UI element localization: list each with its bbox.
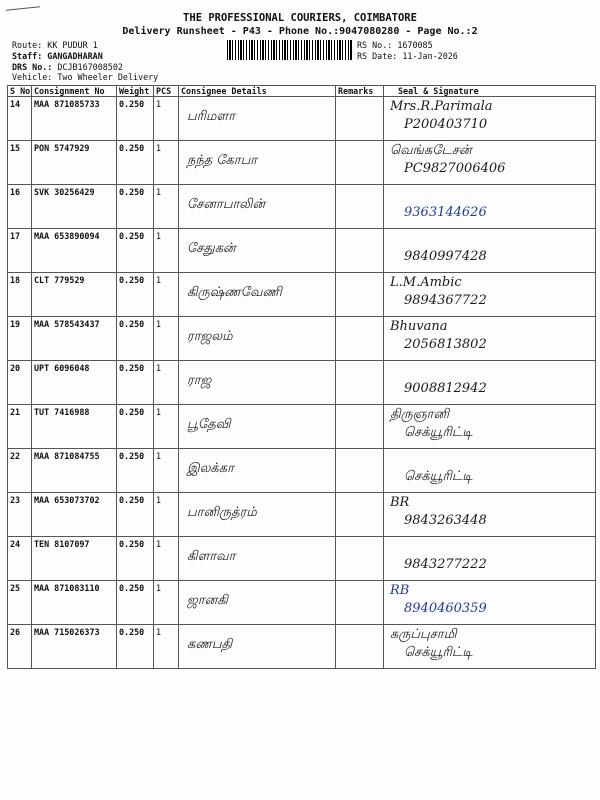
signature-area — [386, 142, 593, 184]
signature-number: P200403710 — [404, 117, 488, 132]
table-row — [8, 229, 596, 273]
signature-text: BR — [390, 495, 410, 510]
signature-text: வெங்கடேசன் — [390, 143, 472, 158]
sno-cell: 18 — [8, 273, 32, 317]
consignee-cell — [179, 449, 336, 493]
sno-cell: 20 — [8, 361, 32, 405]
consignee-cell — [179, 273, 336, 317]
signature-area — [386, 582, 593, 624]
signature-cell — [384, 141, 596, 185]
consignee-name: நந்த கோபா — [187, 153, 258, 168]
signature-number: 9840997428 — [404, 249, 487, 264]
col-signature: Seal & Signature — [384, 86, 596, 97]
col-sno: S No — [8, 86, 32, 97]
consignee-cell — [179, 581, 336, 625]
sno-cell: 26 — [8, 625, 32, 669]
weight-cell: 0.250 — [117, 185, 154, 229]
weight-cell: 0.250 — [117, 97, 154, 141]
remarks-cell — [336, 581, 384, 625]
runsheet-header — [0, 12, 600, 38]
signature-area — [386, 98, 593, 140]
pcs-cell: 1 — [154, 537, 179, 581]
consignee-name: கணபதி — [187, 637, 233, 652]
table-row — [8, 97, 596, 141]
consignee-cell — [179, 537, 336, 581]
table-row — [8, 449, 596, 493]
signature-cell — [384, 581, 596, 625]
signature-number: 9843263448 — [404, 513, 487, 528]
meta-right — [357, 40, 458, 62]
stray-pen-mark — [6, 6, 40, 11]
signature-number: 2056813802 — [404, 337, 487, 352]
signature-cell — [384, 405, 596, 449]
signature-cell — [384, 493, 596, 537]
consignment-no-cell: MAA 715026373 — [32, 625, 117, 669]
consignee-cell — [179, 317, 336, 361]
signature-cell — [384, 449, 596, 493]
consignee-name: பூதேவி — [187, 417, 231, 432]
table-header-row — [8, 86, 596, 97]
weight-cell: 0.250 — [117, 581, 154, 625]
consignee-cell — [179, 229, 336, 273]
consignment-no-cell: MAA 653890094 — [32, 229, 117, 273]
consignee-cell — [179, 141, 336, 185]
remarks-cell — [336, 273, 384, 317]
table-row — [8, 185, 596, 229]
signature-cell — [384, 625, 596, 669]
table-row — [8, 493, 596, 537]
weight-cell: 0.250 — [117, 537, 154, 581]
sno-cell: 19 — [8, 317, 32, 361]
pcs-cell: 1 — [154, 185, 179, 229]
runsheet-subtitle: Delivery Runsheet - P43 - Phone No.:9047080280 - Page No.:2 — [122, 26, 478, 37]
sno-cell: 15 — [8, 141, 32, 185]
consignee-cell — [179, 493, 336, 537]
col-consignment: Consignment No — [32, 86, 117, 97]
signature-area — [386, 274, 593, 316]
signature-text: கருப்புசாமி — [390, 627, 457, 642]
consignee-name: கிளாவா — [187, 549, 236, 564]
consignment-no-cell: MAA 871083110 — [32, 581, 117, 625]
consignee-name: சேதுகன் — [187, 241, 236, 256]
pcs-cell: 1 — [154, 361, 179, 405]
consignee-name: ராஜ — [187, 373, 212, 388]
table-row — [8, 581, 596, 625]
consignment-no-cell: TEN 8107097 — [32, 537, 117, 581]
table-row — [8, 537, 596, 581]
signature-cell — [384, 537, 596, 581]
remarks-cell — [336, 361, 384, 405]
consignee-name: சேனாபாலின் — [187, 197, 266, 212]
sno-cell: 21 — [8, 405, 32, 449]
remarks-cell — [336, 493, 384, 537]
pcs-cell: 1 — [154, 493, 179, 537]
weight-cell: 0.250 — [117, 493, 154, 537]
signature-area — [386, 318, 593, 360]
pcs-cell: 1 — [154, 405, 179, 449]
consignee-name: கிருஷ்ணவேணி — [187, 285, 282, 300]
consignee-cell — [179, 361, 336, 405]
signature-area — [386, 406, 593, 448]
pcs-cell: 1 — [154, 229, 179, 273]
signature-area — [386, 186, 593, 228]
consignment-no-cell: PON 5747929 — [32, 141, 117, 185]
meta-left — [12, 40, 158, 83]
signature-number: 9894367722 — [404, 293, 487, 308]
pcs-cell: 1 — [154, 625, 179, 669]
table-body — [8, 97, 596, 669]
consignee-name: பரிமளா — [187, 109, 236, 124]
signature-number: செக்யூரிட்டி — [404, 425, 473, 440]
rs-number: RS No.: 1670085 — [357, 40, 433, 50]
signature-cell — [384, 185, 596, 229]
table-row — [8, 405, 596, 449]
remarks-cell — [336, 317, 384, 361]
signature-area — [386, 450, 593, 492]
sno-cell: 16 — [8, 185, 32, 229]
col-remarks: Remarks — [336, 86, 384, 97]
consignee-cell — [179, 97, 336, 141]
signature-text: Bhuvana — [390, 319, 448, 334]
signature-area — [386, 494, 593, 536]
weight-cell: 0.250 — [117, 405, 154, 449]
consignee-cell — [179, 405, 336, 449]
weight-cell: 0.250 — [117, 141, 154, 185]
weight-cell: 0.250 — [117, 317, 154, 361]
consignee-name: பானிருத்ரம் — [187, 505, 257, 520]
signature-number: செக்யூரிட்டி — [404, 469, 473, 484]
weight-cell: 0.250 — [117, 229, 154, 273]
sno-cell: 22 — [8, 449, 32, 493]
signature-number: PC9827006406 — [404, 161, 506, 176]
consignment-no-cell: MAA 653073702 — [32, 493, 117, 537]
pcs-cell: 1 — [154, 317, 179, 361]
company-title: THE PROFESSIONAL COURIERS, COIMBATORE — [183, 12, 417, 24]
signature-cell — [384, 317, 596, 361]
col-pcs: PCS — [154, 86, 179, 97]
remarks-cell — [336, 537, 384, 581]
signature-area — [386, 538, 593, 580]
consignment-no-cell: SVK 30256429 — [32, 185, 117, 229]
remarks-cell — [336, 449, 384, 493]
route-label: Route: KK PUDUR 1 — [12, 40, 98, 50]
vehicle-label: Vehicle: Two Wheeler Delivery — [12, 72, 159, 83]
pcs-cell: 1 — [154, 449, 179, 493]
sno-cell: 24 — [8, 537, 32, 581]
consignment-no-cell: MAA 578543437 — [32, 317, 117, 361]
signature-area — [386, 230, 593, 272]
table-row — [8, 625, 596, 669]
signature-text: Mrs.R.Parimala — [390, 99, 493, 114]
signature-cell — [384, 361, 596, 405]
consignee-name: இலக்கா — [187, 461, 234, 476]
col-consignee: Consignee Details — [179, 86, 336, 97]
col-weight: Weight — [117, 86, 154, 97]
table-row — [8, 361, 596, 405]
signature-number: 9363144626 — [404, 205, 487, 220]
signature-number: 9008812942 — [404, 381, 487, 396]
signature-number: 8940460359 — [404, 601, 487, 616]
signature-number: செக்யூரிட்டி — [404, 645, 473, 660]
signature-text: திருஞானி — [390, 407, 450, 422]
signature-cell — [384, 229, 596, 273]
weight-cell: 0.250 — [117, 449, 154, 493]
consignment-no-cell: MAA 871084755 — [32, 449, 117, 493]
sno-cell: 17 — [8, 229, 32, 273]
runsheet-table — [7, 85, 596, 669]
sno-cell: 23 — [8, 493, 32, 537]
pcs-cell: 1 — [154, 97, 179, 141]
weight-cell: 0.250 — [117, 273, 154, 317]
remarks-cell — [336, 141, 384, 185]
pcs-cell: 1 — [154, 273, 179, 317]
table-row — [8, 273, 596, 317]
remarks-cell — [336, 97, 384, 141]
consignee-name: ராஜலம் — [187, 329, 233, 344]
pcs-cell: 1 — [154, 141, 179, 185]
consignment-no-cell: MAA 871085733 — [32, 97, 117, 141]
table-row — [8, 317, 596, 361]
signature-area — [386, 626, 593, 668]
remarks-cell — [336, 229, 384, 273]
remarks-cell — [336, 185, 384, 229]
consignment-no-cell: UPT 6096048 — [32, 361, 117, 405]
signature-area — [386, 362, 593, 404]
weight-cell: 0.250 — [117, 361, 154, 405]
barcode — [227, 40, 353, 60]
consignment-no-cell: CLT 779529 — [32, 273, 117, 317]
table-row — [8, 141, 596, 185]
sno-cell: 25 — [8, 581, 32, 625]
sno-cell: 14 — [8, 97, 32, 141]
weight-cell: 0.250 — [117, 625, 154, 669]
signature-text: RB — [390, 583, 410, 598]
signature-number: 9843277222 — [404, 557, 487, 572]
consignee-cell — [179, 625, 336, 669]
remarks-cell — [336, 405, 384, 449]
drs-number: DRS No.: DCJB167008502 — [12, 61, 123, 72]
consignee-cell — [179, 185, 336, 229]
signature-cell — [384, 97, 596, 141]
rs-date: RS Date: 11-Jan-2026 — [357, 50, 458, 61]
pcs-cell: 1 — [154, 581, 179, 625]
consignee-name: ஜானகி — [187, 593, 228, 608]
remarks-cell — [336, 625, 384, 669]
signature-text: L.M.Ambic — [390, 275, 462, 290]
signature-cell — [384, 273, 596, 317]
consignment-no-cell: TUT 7416988 — [32, 405, 117, 449]
staff-label: Staff: GANGADHARAN — [12, 50, 103, 61]
